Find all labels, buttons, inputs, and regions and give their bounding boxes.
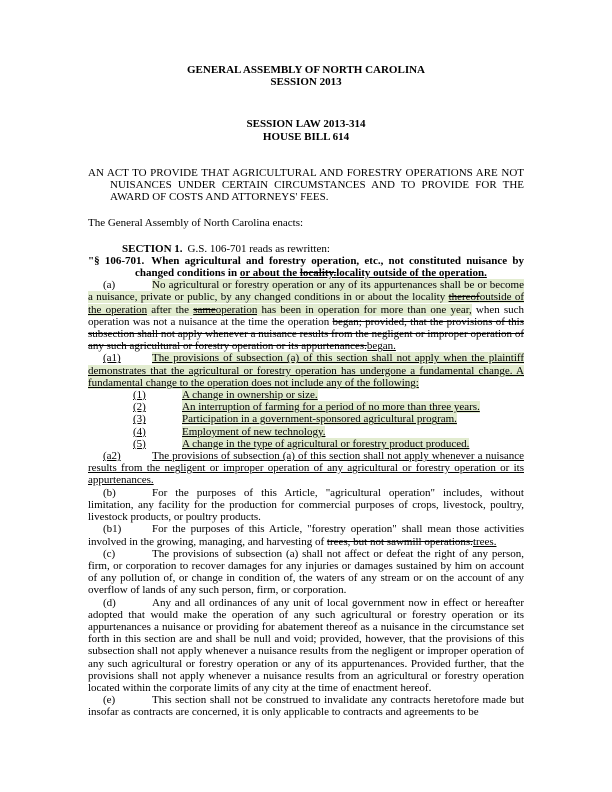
text-segment: Participation in a government-sponsored agricultural program. <box>182 413 457 426</box>
paragraph-a1 <box>88 352 524 389</box>
enacting-clause: The General Assembly of North Carolina enacts: <box>88 217 304 230</box>
text-segment: No agricultural or forestry operation or any of its appurtenances shall be or become a nuisance, private or public, by any changed conditions in or about the locality <box>88 279 524 304</box>
paragraph-label <box>133 413 182 425</box>
paragraph-label-text: (b1) <box>103 523 122 536</box>
text-segment: has been in operation for more than one year, <box>257 303 472 316</box>
paragraph-label-text: (e) <box>103 694 116 707</box>
paragraph-e <box>88 694 524 718</box>
text-segment: trees. <box>472 535 497 548</box>
paragraph-label <box>103 694 152 706</box>
section-1-line <box>88 243 524 255</box>
paragraph-label-text: (c) <box>103 547 116 560</box>
text-segment: "§ 106-701. <box>88 254 145 267</box>
paragraph-label <box>103 450 152 462</box>
list-item-5 <box>88 438 524 450</box>
paragraph-label <box>103 352 152 364</box>
statute-text <box>88 243 524 719</box>
paragraph-label-text: (5) <box>133 437 146 450</box>
paragraph-label <box>133 389 182 401</box>
paragraph-label <box>103 548 152 560</box>
house-bill-number: HOUSE BILL 614 <box>262 130 350 143</box>
paragraph-c <box>88 548 524 597</box>
paragraph-label-text: (a) <box>103 279 116 292</box>
text-segment: locality. <box>299 267 337 280</box>
text-segment: operation <box>215 303 258 316</box>
text-segment: outside of the operation <box>88 291 524 316</box>
list-item-2 <box>88 401 524 413</box>
act-title: AN ACT TO PROVIDE THAT AGRICULTURAL AND FORESTRY OPERATIONS ARE NOT NUISANCES UNDER CERTAIN CIRCUMSTANCES AND TO PROVIDE FOR THE AWARD OF COSTS AND ATTORNEYS' FEES. <box>88 166 524 204</box>
text-segment: began; provided, that the provisions of this subsection shall not apply whenever a nuisance results from the negligent or improper operation of any such agricultural or forestry operation or its appurtenances. <box>88 315 525 353</box>
text-segment: when such operation was not a nuisance at the time the operation <box>88 303 525 328</box>
text-segment: A change in the type of agricultural or forestry product produced. <box>182 437 470 450</box>
paragraph-label-text: (a1) <box>103 352 121 365</box>
text-segment: Any and all ordinances of any unit of local government now in effect or hereafter adopted that would make the operation of any such agricultural or forestry operation or its appurtenances a nuisance or providing for abatement thereof as a nuisance in the circumstance set forth in this section are and shall be null and void; provided, however, that the provisions of this subsection shall not apply whenever a nuisance results from the negligent or improper operation of any such agricultural or forestry operation or any of its appurtenances. Provided further, that the provisions shall not apply whenever a nuisance results from an agricultural or forestry operation located within the corporate limits of any city at the time of enactment hereof. <box>88 596 524 694</box>
text-segment: after the <box>147 303 194 316</box>
list-item-1 <box>88 389 524 401</box>
paragraph-a2 <box>88 450 524 487</box>
text-segment: G.S. 106-701 reads as rewritten: <box>187 242 330 255</box>
paragraph-b1 <box>88 523 524 547</box>
text-segment: The provisions of subsection (a) of this section shall not apply when the plaintiff demonstrates that the agricultural or forestry operation has undergone a fundamental change. A fundamental change to the operation does not include any of the following: <box>88 352 524 389</box>
paragraph-label-text: (1) <box>133 389 146 402</box>
text-segment: SECTION 1. <box>122 242 183 255</box>
text-segment: began. <box>366 340 396 353</box>
text-segment: same <box>193 303 216 316</box>
text-segment: When agricultural and forestry operation, etc., not constituted nuisance by changed conditions in <box>135 254 524 280</box>
list-item-3 <box>88 413 524 425</box>
text-segment: locality outside of the operation. <box>336 267 487 280</box>
text-segment: For the purposes of this Article, "agricultural operation" includes, without limitation, any facility for the production for commercial purposes of crops, livestock, poultry, livestock products, or poultry products. <box>88 486 524 524</box>
text-segment: The provisions of subsection (a) shall not affect or defeat the right of any person, firm, or corporation to recover damages for any injuries or damages sustained by him on account of any pollution of, or change in condition of, the waters of any stream or on the account of any overflow of lands of any such person, firm, or corporation. <box>88 547 524 597</box>
paragraph-label <box>103 523 152 535</box>
text-segment: For the purposes of this Article, "forestry operation" shall mean those activities involved in the growing, managing, and harvesting of <box>88 523 524 548</box>
assembly-title: GENERAL ASSEMBLY OF NORTH CAROLINA <box>187 64 425 76</box>
paragraph-a <box>88 279 524 352</box>
paragraph-label-text: (2) <box>133 401 146 414</box>
paragraph-label <box>133 426 182 438</box>
text-segment: An interruption of farming for a period of no more than three years. <box>182 401 480 414</box>
text-segment: The provisions of subsection (a) of this section shall not apply whenever a nuisance results from the negligent or improper operation of any agricultural or forestry operation or its appurtenances. <box>88 450 524 487</box>
paragraph-label <box>133 401 182 413</box>
text-segment: Employment of new technology. <box>182 425 326 438</box>
paragraph-label-text: (4) <box>133 425 146 438</box>
paragraph-label <box>103 279 152 291</box>
paragraph-label-text: (b) <box>103 486 116 499</box>
session-law-number: SESSION LAW 2013-314 <box>246 118 366 131</box>
paragraph-d <box>88 597 524 695</box>
paragraph-label-text: (a2) <box>103 450 121 463</box>
text-segment: This section shall not be construed to invalidate any contracts heretofore made but insofar as contracts are concerned, it is only applicable to contracts and agreements to be <box>88 694 524 719</box>
paragraph-label <box>133 438 182 450</box>
list-item-4 <box>88 426 524 438</box>
text-segment: or about the <box>239 267 300 280</box>
statute-heading <box>88 255 524 279</box>
paragraph-label-text: (3) <box>133 413 146 426</box>
text-segment: trees, but not sawmill operations. <box>326 535 473 548</box>
paragraph-b <box>88 487 524 524</box>
text-segment: A change in ownership or size. <box>182 389 318 402</box>
law-header-block <box>88 118 524 142</box>
text-segment: thereof <box>448 291 480 304</box>
paragraph-label-text: (d) <box>103 596 116 609</box>
paragraph-label <box>103 597 152 609</box>
paragraph-label <box>103 487 152 499</box>
session-title: SESSION 2013 <box>270 76 342 89</box>
